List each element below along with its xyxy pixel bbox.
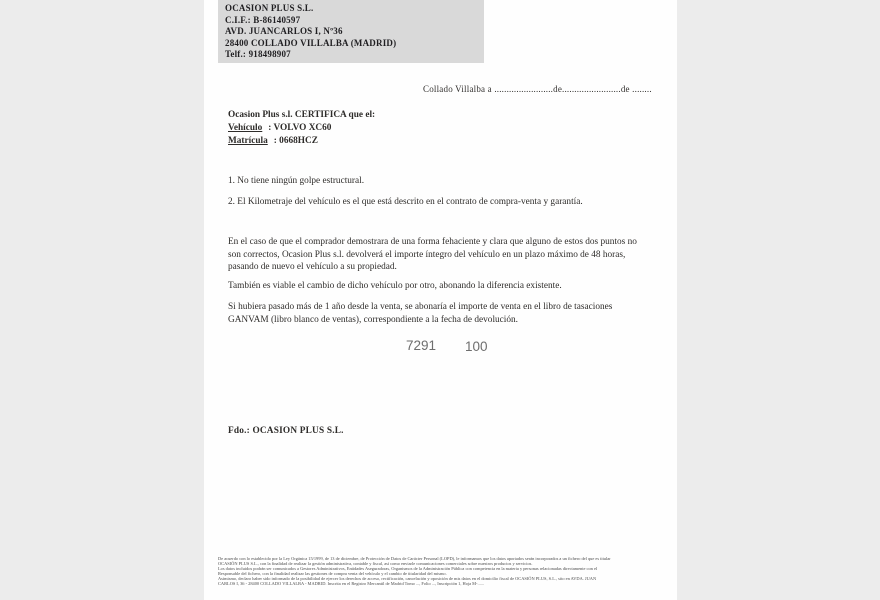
paragraph-line: Si hubiera pasado más de 1 año desde la venta, se abonaría el importe de venta en el libro de tasaciones [228,302,613,312]
signature-line: Fdo.: OCASION PLUS S.L. [228,426,344,436]
certified-point-1: 1. No tiene ningún golpe estructural. [228,176,365,186]
footer-line: Asimismo, declaro haber sido informado de la posibilidad de ejercer los derechos de acceso, rectificación, cancelación y oposición de mis datos en el domicilio fiscal de OCASIÓN PLUS, S.L., sito en AVDA. JUAN [218,576,597,582]
scanned-letter-page [204,0,677,600]
paragraph-line: son correctos, Ocasion Plus s.l. devolverá el importe íntegro del vehículo en un plazo máximo de 48 horas, [228,249,626,260]
company-phone: Telf.: 918498907 [225,49,291,60]
refund-paragraph [228,236,673,274]
certified-point-2: 2. El Kilometraje del vehículo es el que está descrito en el contrato de compra-venta y garantía. [228,197,583,207]
company-cif: C.I.F.: B-86140597 [225,14,301,25]
footer-line: OCASIÓN PLUS S.L., con la finalidad de realizar la gestión administrativa, contable y fiscal, así como enviarle comunicaciones comerciales sobre nuestros productos y servicios. [218,561,533,567]
plate-row [228,135,375,148]
paragraph-line: En el caso de que el comprador demostrara de una forma fehaciente y clara que alguno de estos dos puntos no [228,237,637,247]
footer-line: Los datos incluidos podrán ser comunicados a Gestores Administrativos, Entidades Aseguradoras, Organismos de la Administración Pública con competencia en la materia y personas relacionadas directamente con el [218,566,598,572]
legal-footer [218,556,670,587]
overlay-number-100: 100 [465,339,488,354]
paragraph-line: GANVAM (libro blanco de ventas), correspondiente a la fecha de devolución. [228,314,519,325]
overlay-number-7291: 7291 [406,338,437,353]
footer-line: Responsable del fichero, con la finalidad realizar las gestiones de compra venta del vehículo y el cambio de titularidad del mismo. [218,571,447,577]
company-city: 28400 COLLADO VILLALBA (MADRID) [225,37,397,48]
paragraph-line: pasando de nuevo el vehículo a su propiedad. [228,262,397,273]
exchange-paragraph [228,280,673,293]
company-name: OCASION PLUS S.L. [225,3,314,13]
certification-block [228,109,375,148]
plate-label: Matrícula [228,136,268,146]
footer-line: De acuerdo con lo establecido por la Ley Orgánica 15/1999, de 13 de diciembre, de Protección de Datos de Carácter Personal (LOPD), le informamos que los datos aportados serán incorporados a un fichero del que es titular [218,556,611,561]
certification-title: Ocasion Plus s.l. CERTIFICA que el: [228,110,376,120]
vehicle-value: : VOLVO XC60 [268,123,332,133]
vehicle-row [228,122,375,135]
company-letterhead [218,0,484,63]
ganvam-paragraph [228,301,673,326]
date-line: Collado Villalba a ........................de........................de ........ [423,84,652,94]
company-address: AVD. JUANCARLOS I, Nº36 [225,26,343,37]
plate-value: : 0668HCZ [273,136,318,146]
footer-line: CARLOS I, 36 - 28400 COLLADO VILLALBA - MADRID. Inscrita en el Registro Mercantil de Madrid Tomo ..., Folio ..., Inscripción 1, Hoja M-...... [218,581,485,587]
vehicle-label: Vehículo [228,123,263,133]
paragraph-line: También es viable el cambio de dicho vehículo por otro, abonando la diferencia existente. [228,281,562,291]
